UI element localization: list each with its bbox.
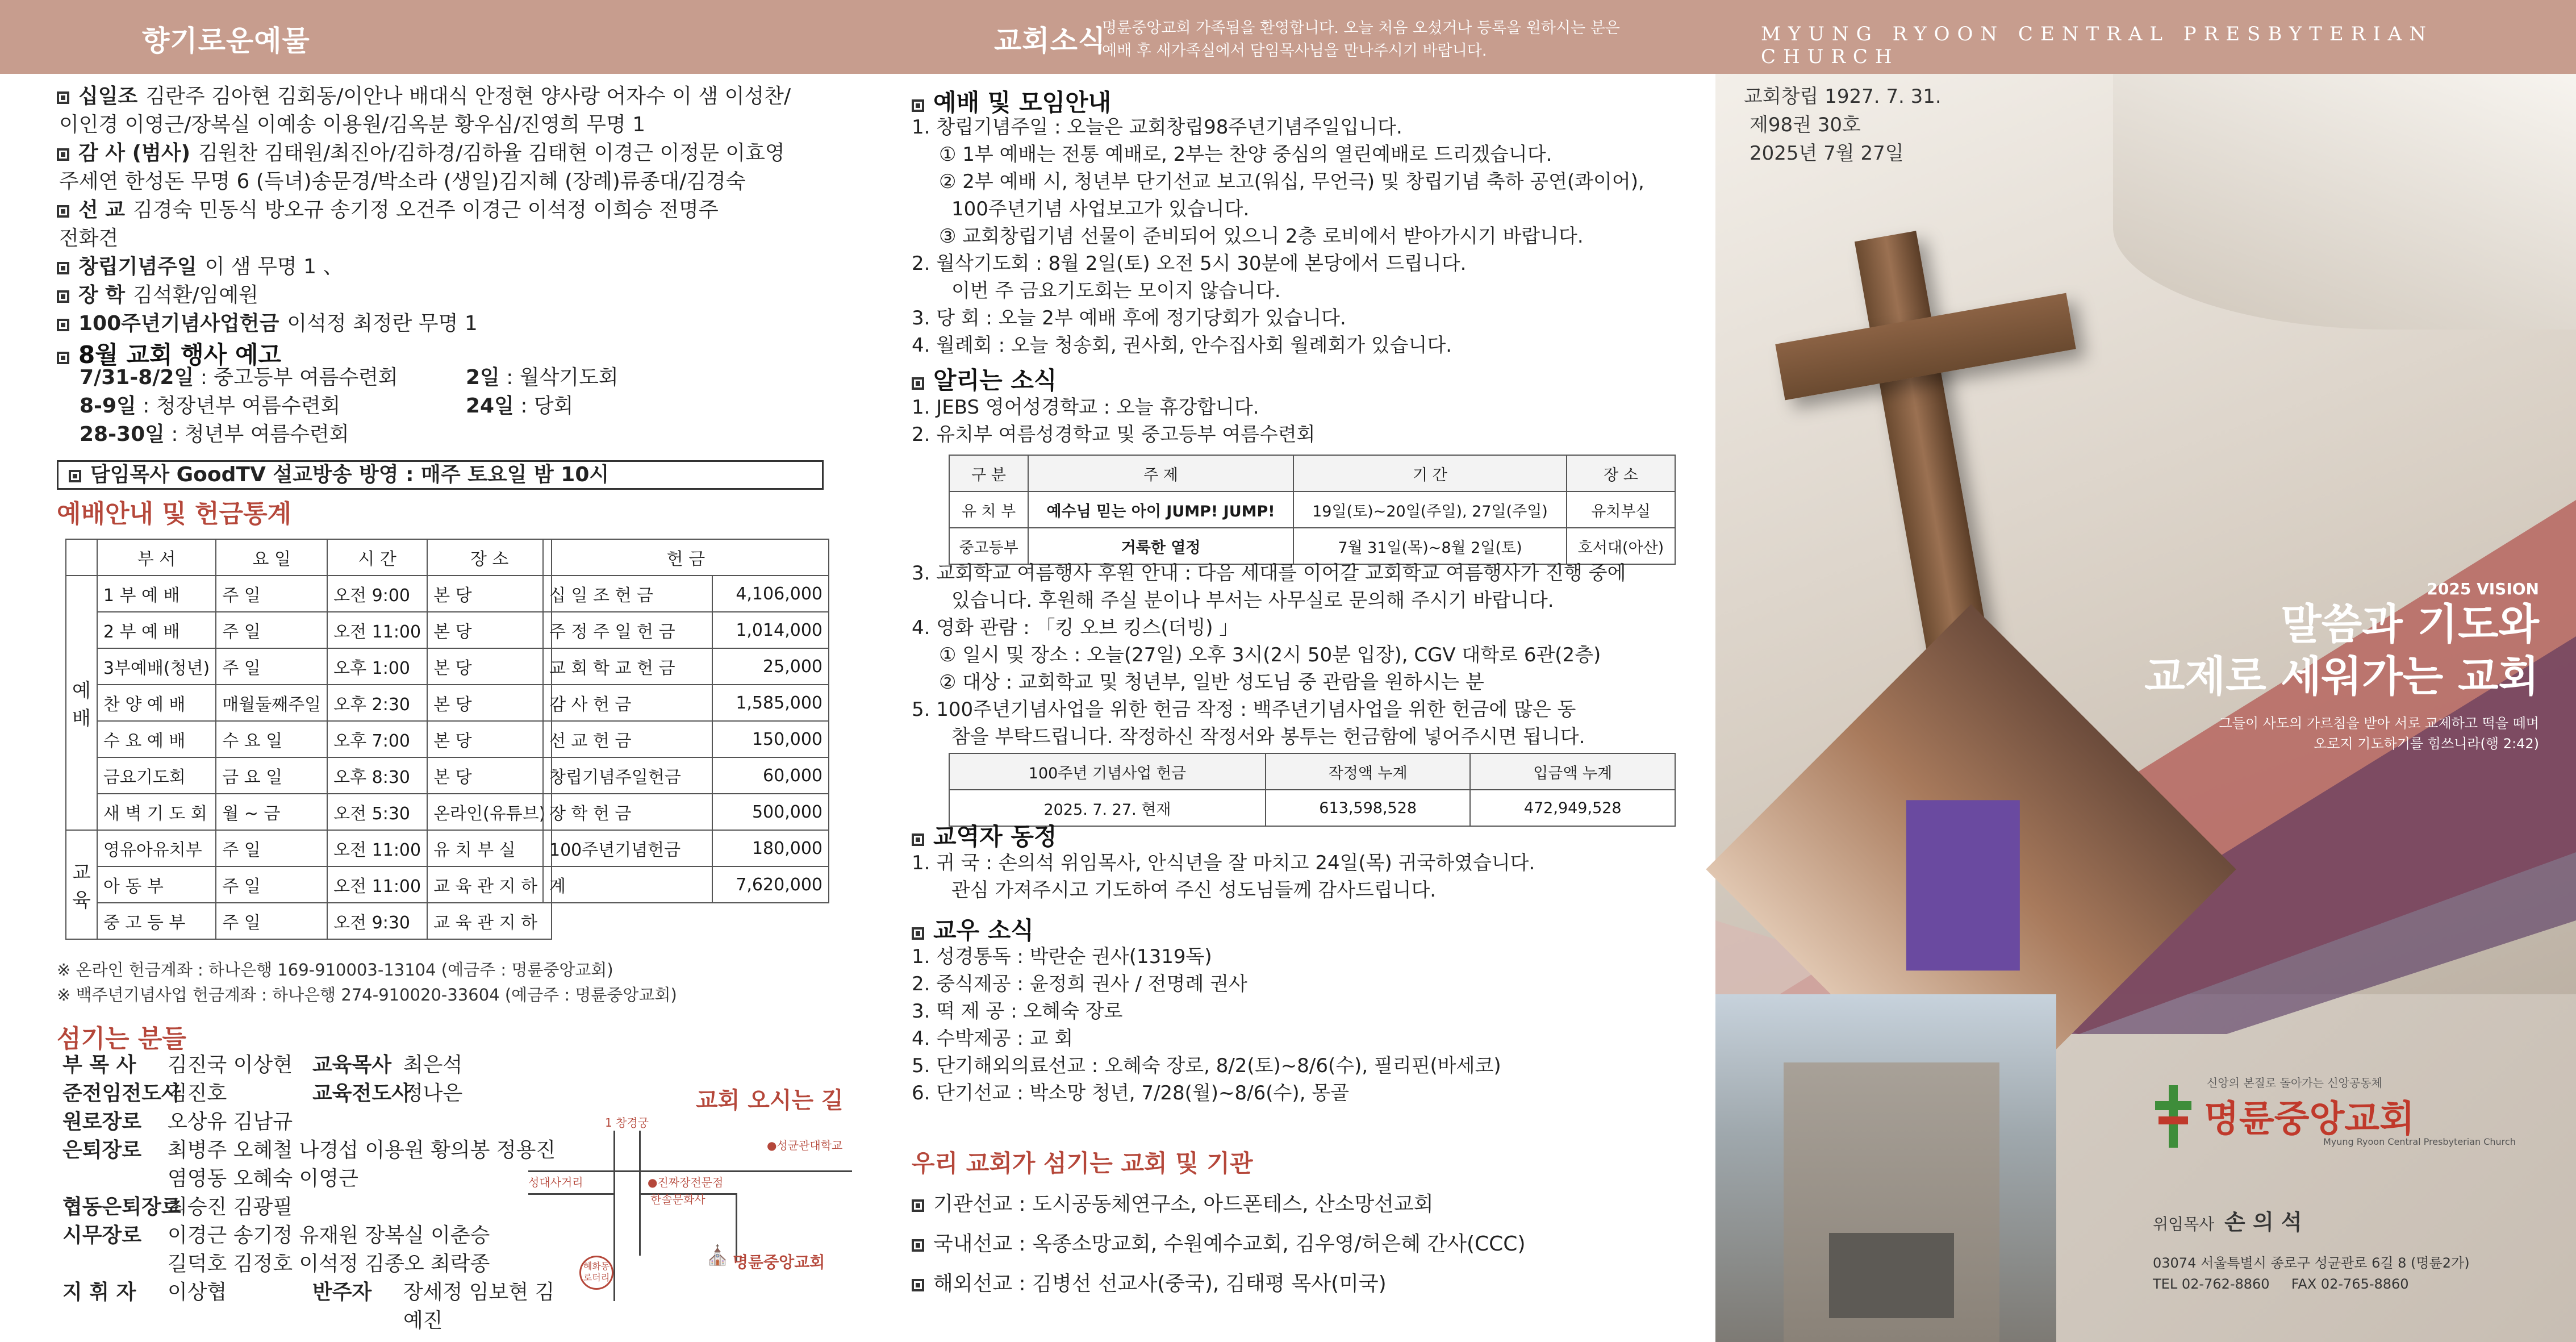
news-line: ① 1부 예배는 전통 예배로, 2부는 찬양 중심의 열린예배로 드리겠습니다. — [939, 143, 1552, 166]
events-left — [80, 364, 477, 449]
news-line: 3. 교회학교 여름행사 후원 안내 : 다음 세대를 이어갈 교회학교 여름행사가 진행 중에 — [912, 562, 1626, 585]
worship-items — [912, 114, 1707, 359]
offering-row — [543, 721, 829, 757]
events-right — [466, 364, 807, 420]
pledge-cell: 2025. 7. 27. 현재 — [949, 790, 1266, 826]
news-line: 2. 중식제공 : 윤정희 권사 / 전명례 권사 — [912, 973, 1247, 995]
event-desc: : 월삭기도회 — [499, 366, 619, 389]
camp-header: 장 소 — [1567, 455, 1675, 491]
news-line: ③ 교회창립기념 선물이 준비되어 있으니 2층 로비에서 받아가시기 바랍니다. — [939, 225, 1584, 248]
event-desc: : 청년부 여름수련회 — [164, 423, 349, 446]
offering-row — [543, 757, 829, 794]
schedule-header-blank — [66, 539, 97, 576]
event-item — [80, 392, 477, 420]
schedule-cell: 교 육 관 지 하 — [427, 866, 552, 903]
staff-names: 염영동 오혜숙 이영근 — [168, 1167, 358, 1190]
offering-name: 계 — [543, 866, 712, 903]
news-line: 4. 영화 관람 : 「킹 오브 킹스(더빙) 」 — [912, 616, 1239, 639]
staff-role: 협동은퇴장로 — [62, 1195, 181, 1219]
camp-header: 주 제 — [1028, 455, 1293, 491]
schedule-cell: 3부예배(청년) — [97, 648, 216, 685]
staff-names: 정나은 — [403, 1082, 463, 1105]
schedule-cell: 주 일 — [216, 830, 327, 866]
map-hyehwa: 혜화동 로터리 — [579, 1256, 613, 1290]
logo-tagline: 신앙의 본질로 돌아가는 신앙공동체 — [2207, 1076, 2382, 1090]
news-line: 1. 귀 국 : 손의석 위임목사, 안식년을 잘 마치고 24일(목) 귀국하였습니다. — [912, 852, 1535, 874]
news-line: 3. 당 회 : 오늘 2부 예배 후에 정기당회가 있습니다. — [912, 307, 1346, 330]
offering-name: 주 정 주 일 헌 금 — [543, 612, 712, 648]
schedule-cell: 중 고 등 부 — [97, 903, 216, 939]
mission-line — [912, 1224, 1707, 1264]
group-worship: 예배 — [66, 576, 97, 830]
mission-line — [912, 1185, 1707, 1224]
schedule-row — [66, 903, 552, 939]
schedule-cell: 오전 9:00 — [327, 576, 427, 612]
schedule-cell: 1 부 예 배 — [97, 576, 216, 612]
panel-news — [858, 0, 1715, 1342]
schedule-table — [65, 539, 552, 940]
offering-amount: 4,106,000 — [712, 576, 829, 612]
staff-role: 시무장로 — [62, 1224, 142, 1247]
staff-names: 김진국 이상현 — [168, 1053, 293, 1077]
church-building-photo — [1715, 994, 2056, 1342]
pastor-name: 손 의 석 — [2224, 1210, 2302, 1235]
open-book-image — [2113, 74, 2576, 330]
schedule-cell: 오전 11:00 — [327, 830, 427, 866]
tel: TEL 02-762-8860 — [2153, 1276, 2270, 1292]
schedule-cell: 오전 5:30 — [327, 794, 427, 830]
staff-row — [62, 1250, 574, 1278]
pastor-label: 위임목사 — [2153, 1215, 2215, 1233]
offering-name: 선 교 헌 금 — [543, 721, 712, 757]
camp-header: 기 간 — [1293, 455, 1567, 491]
section-worship: 예배 및 모임안내 — [912, 84, 1111, 118]
offering-amount: 1,585,000 — [712, 685, 829, 721]
offering-amount: 500,000 — [712, 794, 829, 830]
church-english-banner: MYUNG RYOON CENTRAL PRESBYTERIAN CHURCH — [1761, 23, 2433, 68]
offering-name: 100주년기념헌금 — [543, 830, 712, 866]
notice-items-b — [912, 560, 1707, 751]
news-line: 참을 부탁드립니다. 작정하신 작정서와 봉투는 헌금함에 넣어주시면 됩니다. — [951, 726, 1585, 748]
offering-row — [543, 866, 829, 903]
map-station: 1 창경궁 — [605, 1116, 649, 1130]
offering-row — [57, 281, 841, 310]
mission-text: 기관선교 : 도시공동체연구소, 아드폰테스, 산소망선교회 — [933, 1193, 1434, 1216]
schedule-cell: 주 일 — [216, 576, 327, 612]
staff-names: 최승진 김광필 — [168, 1195, 293, 1219]
offering-totals-table — [542, 539, 829, 903]
pledge-header: 입금액 누계 — [1470, 753, 1675, 790]
offering-amount: 150,000 — [712, 721, 829, 757]
news-line: 4. 수박제공 : 교 회 — [912, 1027, 1074, 1050]
logo-name: 명륜중앙교회 — [2204, 1098, 2415, 1140]
offering-name: 창립기념주일헌금 — [543, 757, 712, 794]
schedule-cell: 2 부 예 배 — [97, 612, 216, 648]
schedule-cell: 수 요 일 — [216, 721, 327, 757]
section-staff-news: 교역자 동정 — [912, 818, 1057, 852]
schedule-row — [66, 685, 552, 721]
offering-category: 감 사 (범사) — [78, 141, 191, 165]
map-crossroad: 성대사거리 — [528, 1176, 583, 1189]
staff-row — [62, 1108, 574, 1136]
pledge-cell: 472,949,528 — [1470, 790, 1675, 826]
schedule-cell: 오후 8:30 — [327, 757, 427, 794]
panel-cover — [1715, 0, 2576, 1342]
schedule-cell: 수 요 예 배 — [97, 721, 216, 757]
schedule-row — [66, 721, 552, 757]
member-news-items — [912, 943, 1707, 1107]
offering-amount: 25,000 — [712, 648, 829, 685]
news-line: 3. 떡 제 공 : 오혜숙 장로 — [912, 1000, 1123, 1023]
camp-cell: 유치부실 — [1567, 491, 1675, 528]
schedule-cell: 본 당 — [427, 721, 552, 757]
pledge-header: 작정액 누계 — [1266, 753, 1471, 790]
fax: FAX 02-765-8860 — [2291, 1276, 2409, 1292]
event-desc: : 당회 — [513, 394, 574, 418]
schedule-row — [66, 612, 552, 648]
pledge-header: 100주년 기념사업 헌금 — [949, 753, 1266, 790]
offering-amount: 7,620,000 — [712, 866, 829, 903]
offering-row — [543, 648, 829, 685]
section-notices: 알리는 소식 — [912, 362, 1057, 396]
offering-row — [543, 794, 829, 830]
staff-role: 은퇴장로 — [62, 1139, 142, 1162]
news-line: 2. 유치부 여름성경학교 및 중고등부 여름수련회 — [912, 423, 1316, 446]
schedule-cell: 찬 양 예 배 — [97, 685, 216, 721]
schedule-cell: 오후 7:00 — [327, 721, 427, 757]
staff-names: 최병주 오혜철 나경섭 이용원 황의봉 정용진 — [168, 1139, 556, 1162]
online-account: ※ 온라인 헌금계좌 : 하나은행 169-910003-13104 (예금주 : 명륜중앙교회) — [57, 960, 613, 980]
schedule-cell: 금 요 일 — [216, 757, 327, 794]
event-date: 28-30일 — [80, 423, 165, 446]
offering-category: 100주년기념사업헌금 — [78, 312, 279, 335]
offering-category: 장 학 — [78, 284, 126, 307]
schedule-cell: 새 벽 기 도 회 — [97, 794, 216, 830]
events-title: 8월 교회 행사 예고 — [57, 336, 281, 370]
event-desc: : 청장년부 여름수련회 — [136, 394, 341, 418]
church-icon: ⛪ — [705, 1244, 730, 1267]
address: 03074 서울특별시 종로구 성균관로 6길 8 (명륜2가) — [2153, 1255, 2470, 1271]
event-item — [466, 364, 807, 392]
camp-cell: 호서대(아산) — [1567, 528, 1675, 564]
schedule-cell: 유 치 부 실 — [427, 830, 552, 866]
vision-line2: 교제로 세워가는 교회 — [2144, 652, 2539, 701]
offering-row — [57, 111, 841, 139]
offering-names: 전화견 — [59, 227, 119, 250]
schedule-cell: 본 당 — [427, 757, 552, 794]
schedule-cell: 오후 2:30 — [327, 685, 427, 721]
vision-block — [2144, 580, 2539, 754]
staff-row — [62, 1278, 574, 1332]
news-line: 2. 월삭기도회 : 8월 2일(토) 오전 5시 30분에 본당에서 드립니다. — [912, 252, 1467, 275]
pledge-cell: 613,598,528 — [1266, 790, 1471, 826]
offering-amount: 1,014,000 — [712, 612, 829, 648]
news-line: 있습니다. 후원해 주실 분이나 부서는 사무실로 문의해 주시기 바랍니다. — [951, 589, 1554, 612]
camp-header: 구 분 — [949, 455, 1028, 491]
offerings-list — [57, 82, 841, 338]
mission-line — [912, 1264, 1707, 1304]
mission-text: 해외선교 : 김병선 선교사(중국), 김태평 목사(미국) — [933, 1272, 1387, 1295]
staff-names: 이경근 송기정 유재원 장복실 이춘승 — [168, 1224, 490, 1247]
news-line: 1. 성경통독 : 박란순 권사(1319독) — [912, 945, 1212, 968]
offering-name: 십 일 조 헌 금 — [543, 576, 712, 612]
event-item — [80, 420, 477, 449]
offering-names: 김란주 김아현 김회동/이안나 배대식 안정현 양사랑 어자수 이 샘 이성찬/ — [145, 85, 791, 108]
vision-verse2: 오로지 기도하기를 힘쓰니라(행 2:42) — [2314, 736, 2539, 752]
news-line: 관심 가져주시고 기도하여 주신 성도님들께 감사드립니다. — [951, 879, 1437, 902]
goodtv-label: 담임목사 GoodTV 설교방송 방영 — [90, 463, 399, 486]
vision-label: 2025 VISION — [2427, 580, 2539, 598]
staff-list — [62, 1051, 574, 1332]
offering-names: 김경숙 민동식 방오규 송기정 오건주 이경근 이석정 이희승 전명주 — [133, 198, 719, 222]
event-item — [80, 364, 477, 392]
goodtv-time: : 매주 토요일 밤 10시 — [406, 463, 609, 486]
goodtv-box — [57, 460, 824, 490]
section-missions: 우리 교회가 섬기는 교회 및 기관 — [912, 1149, 1253, 1177]
staff-row — [62, 1080, 574, 1108]
section-member-news: 교우 소식 — [912, 912, 1034, 946]
schedule-row — [66, 648, 552, 685]
founded-date: 교회창립 1927. 7. 31. — [1744, 85, 1942, 108]
schedule-cell: 본 당 — [427, 576, 552, 612]
schedule-header: 요 일 — [216, 539, 327, 576]
group-education: 교육 — [66, 830, 97, 939]
vision-line1: 말씀과 기도와 — [2281, 600, 2539, 649]
offering-row — [57, 310, 841, 338]
staff-row — [62, 1193, 574, 1222]
staff-names: 길덕호 김정호 이석정 김종오 최락종 — [168, 1252, 490, 1276]
camp-cell: 유 치 부 — [949, 491, 1028, 528]
pledge-header-row — [949, 753, 1675, 790]
issue-info — [1744, 82, 1942, 168]
event-date: 7/31-8/2일 — [80, 366, 194, 389]
schedule-cell: 주 일 — [216, 612, 327, 648]
mission-text: 국내선교 : 옥종소망교회, 수원예수교회, 김우영/허은혜 간사(CCC) — [933, 1232, 1526, 1256]
schedule-cell: 교 육 관 지 하 — [427, 903, 552, 939]
news-line: 1. 창립기념주일 : 오늘은 교회창립98주년기념주일입니다. — [912, 116, 1402, 139]
staff-role: 준전임전도사 — [62, 1082, 181, 1105]
offering-name: 감 사 헌 금 — [543, 685, 712, 721]
offering-amount: 60,000 — [712, 757, 829, 794]
camp-table — [949, 455, 1676, 565]
schedule-cell: 주 일 — [216, 903, 327, 939]
map-restaurant: ●진짜장전문점 — [648, 1176, 724, 1189]
offering-name: 장 학 헌 금 — [543, 794, 712, 830]
news-line: ② 대상 : 교회학교 및 청년부, 일반 성도님 중 관람을 원하시는 분 — [939, 671, 1484, 694]
pledge-row — [949, 790, 1675, 826]
staff-title: 섬기는 분들 — [57, 1024, 186, 1053]
news-line: 4. 월례회 : 오늘 청송회, 권사회, 안수집사회 월례회가 있습니다. — [912, 334, 1452, 357]
event-desc: : 중고등부 여름수련회 — [194, 366, 398, 389]
staff-role: 지 휘 자 — [62, 1281, 136, 1304]
schedule-header: 장 소 — [427, 539, 552, 576]
schedule-row — [66, 757, 552, 794]
offering-header: 헌 금 — [543, 539, 829, 576]
volume: 제98권 30호 — [1750, 114, 1861, 136]
contact-info — [2153, 1205, 2550, 1292]
schedule-cell: 주 일 — [216, 866, 327, 903]
notice-items-a — [912, 394, 1707, 448]
staff-role: 교육전도사 — [312, 1082, 411, 1105]
staff-role: 원로장로 — [62, 1110, 142, 1133]
schedule-cell: 오후 1:00 — [327, 648, 427, 685]
staff-role: 교육목사 — [312, 1053, 392, 1077]
offering-row — [57, 82, 841, 111]
news-line: 이번 주 금요기도회는 모이지 않습니다. — [951, 280, 1281, 302]
event-date: 24일 — [466, 394, 514, 418]
staff-names: 장세정 임보현 김예진 — [403, 1281, 555, 1332]
mission-items — [912, 1185, 1707, 1304]
pledge-table — [949, 753, 1676, 827]
staff-names: 이상협 — [168, 1281, 227, 1304]
event-date: 2일 — [466, 366, 500, 389]
header-band-left — [0, 0, 858, 74]
schedule-cell: 매월둘째주일 — [216, 685, 327, 721]
offering-row — [57, 196, 841, 224]
offering-row — [543, 576, 829, 612]
news-line: 6. 단기선교 : 박소망 청년, 7/28(월)~8/6(수), 몽골 — [912, 1082, 1349, 1105]
account-notes — [57, 957, 852, 1007]
staff-news-items — [912, 849, 1707, 904]
schedule-cell: 본 당 — [427, 612, 552, 648]
directions-title: 교회 오시는 길 — [696, 1087, 844, 1114]
stats-title: 예배안내 및 헌금통계 — [57, 499, 292, 528]
schedule-header: 시 간 — [327, 539, 427, 576]
news-header: 교회소식 — [994, 24, 1107, 57]
staff-names: 최은석 — [403, 1053, 463, 1077]
offering-category: 선 교 — [78, 198, 126, 222]
staff-row — [62, 1222, 574, 1250]
offering-row — [57, 168, 841, 196]
centennial-account: ※ 백주년기념사업 헌금계좌 : 하나은행 274-910020-33604 (예금주 : 명륜중앙교회) — [57, 985, 677, 1005]
offering-row — [57, 139, 841, 168]
schedule-cell: 주 일 — [216, 648, 327, 685]
schedule-cell: 본 당 — [427, 648, 552, 685]
offering-row — [57, 224, 841, 253]
offering-category: 십일조 — [78, 85, 138, 108]
map-school: ●성균관대학교 — [767, 1139, 843, 1152]
offering-row — [543, 612, 829, 648]
camp-cell: 예수님 믿는 아이 JUMP! JUMP! — [1028, 491, 1293, 528]
cross-logo-icon — [2153, 1085, 2193, 1148]
event-date: 8-9일 — [80, 394, 136, 418]
schedule-cell: 영유아유치부 — [97, 830, 216, 866]
news-line: ② 2부 예배 시, 청년부 단기선교 보고(워십, 무언극) 및 창립기념 축하 공연(콰이어), — [939, 170, 1644, 193]
schedule-cell: 금요기도회 — [97, 757, 216, 794]
welcome-text: 명륜중앙교회 가족됨을 환영합니다. 오늘 처음 오셨거나 등록을 원하시는 분은 예배 후 새가족실에서 담임목사님을 만나주시기 바랍니다. — [1102, 19, 1620, 60]
schedule-cell: 오전 11:00 — [327, 866, 427, 903]
offering-row — [543, 685, 829, 721]
vision-verse1: 그들이 사도의 가르침을 받아 서로 교제하고 떡을 떼며 — [2219, 715, 2539, 731]
offering-names: 이 샘 무명 1 、 — [204, 255, 344, 278]
news-line: ① 일시 및 장소 : 오늘(27일) 오후 3시(2시 50분 입장), CGV 대학로 6관(2층) — [939, 644, 1601, 666]
news-line: 5. 단기해외의료선교 : 오혜숙 장로, 8/2(토)~8/6(수), 필리핀(바세코) — [912, 1055, 1501, 1077]
news-line: 100주년기념 사업보고가 있습니다. — [951, 198, 1250, 220]
staff-row — [62, 1165, 574, 1193]
camp-cell: 거룩한 열정 — [1028, 528, 1293, 564]
news-line: 5. 100주년기념사업을 위한 헌금 작정 : 백주년기념사업을 위한 헌금에 많은 동 — [912, 698, 1576, 721]
camp-cell: 19일(토)~20일(주일), 27일(주일) — [1293, 491, 1567, 528]
schedule-row — [66, 866, 552, 903]
offering-names: 이석정 최정란 무명 1 — [287, 312, 478, 335]
schedule-cell: 아 동 부 — [97, 866, 216, 903]
purple-banner-image — [1906, 800, 2020, 970]
issue-date: 2025년 7월 27일 — [1750, 142, 1904, 165]
schedule-row — [66, 576, 552, 612]
staff-row — [62, 1051, 574, 1080]
schedule-row — [66, 830, 552, 866]
news-line: 1. JEBS 영어성경학교 : 오늘 휴강합니다. — [912, 396, 1259, 419]
camp-row — [949, 528, 1675, 564]
schedule-row — [66, 794, 552, 830]
schedule-header: 부 서 — [97, 539, 216, 576]
camp-row — [949, 491, 1675, 528]
staff-row — [62, 1136, 574, 1165]
schedule-cell: 오전 9:30 — [327, 903, 427, 939]
offering-names: 주세연 한성돈 무명 6 (득녀)송문경/박소라 (생일)김지혜 (장례)류종대/김경숙 — [59, 170, 746, 193]
offering-row — [57, 253, 841, 281]
logo-english: Myung Ryoon Central Presbyterian Church — [2323, 1136, 2516, 1147]
panel-offerings — [0, 0, 858, 1342]
church-map — [528, 1114, 858, 1301]
camp-cell: 중고등부 — [949, 528, 1028, 564]
staff-names: 김진호 — [168, 1082, 227, 1105]
offering-names: 이인경 이영근/장복실 이예송 이용원/김옥분 황우심/진영희 무명 1 — [59, 113, 646, 136]
staff-role: 부 목 사 — [62, 1053, 136, 1077]
schedule-cell: 오전 11:00 — [327, 612, 427, 648]
schedule-cell: 온라인(유튜브) — [427, 794, 552, 830]
map-hanyang: 한솔문화사 — [650, 1193, 705, 1206]
offering-names: 김석환/임예원 — [133, 284, 258, 307]
staff-names: 오상유 김남규 — [168, 1110, 293, 1133]
offering-names: 김원찬 김태원/최진아/김하경/김하율 김태현 이경근 이정문 이효영 — [198, 141, 785, 165]
offering-amount: 180,000 — [712, 830, 829, 866]
offering-row — [543, 830, 829, 866]
offering-name: 교 회 학 교 헌 금 — [543, 648, 712, 685]
schedule-cell: 월 ~ 금 — [216, 794, 327, 830]
map-church: 명륜중앙교회 — [733, 1253, 825, 1272]
offering-category: 창립기념주일 — [78, 255, 197, 278]
schedule-cell: 본 당 — [427, 685, 552, 721]
offerings-header: 향기로운예물 — [142, 24, 310, 57]
camp-header-row — [949, 455, 1675, 491]
camp-cell: 7월 31일(목)~8월 2일(토) — [1293, 528, 1567, 564]
staff-role: 반주자 — [312, 1281, 372, 1304]
event-item — [466, 392, 807, 420]
